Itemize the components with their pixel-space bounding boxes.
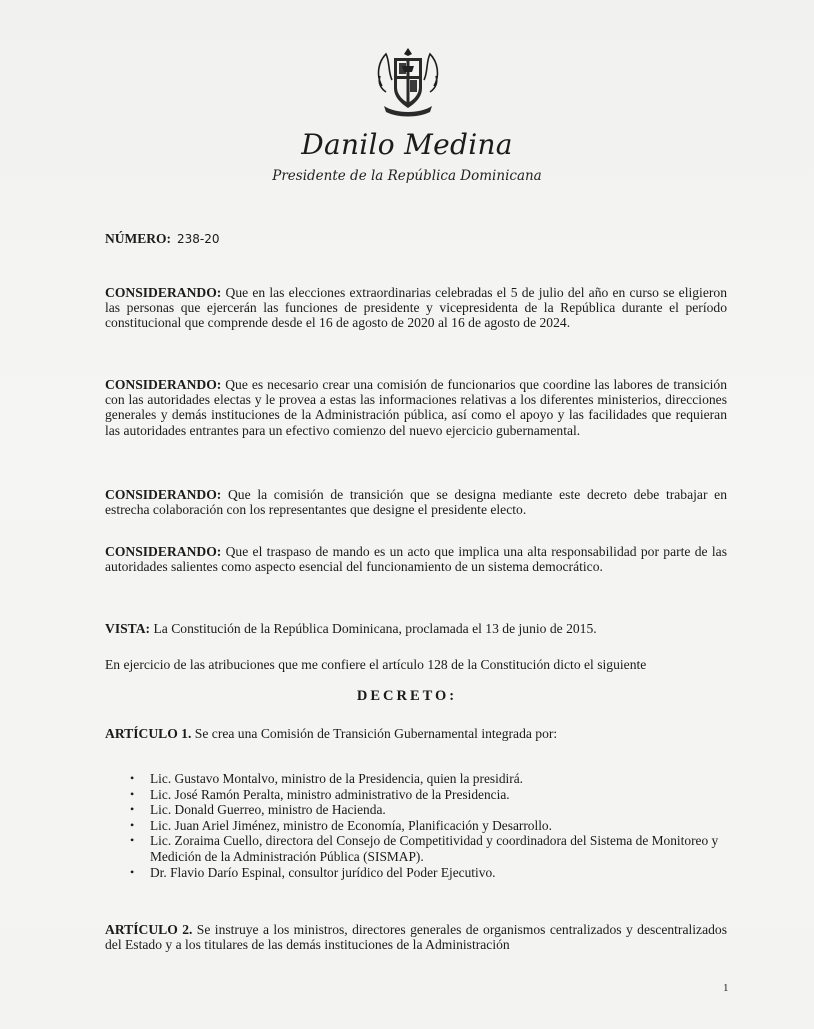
preamble-paragraph: En ejercicio de las atribuciones que me confiere el artículo 128 de la Constitución dicto el siguiente — [105, 657, 647, 672]
bullet-icon: • — [130, 864, 135, 879]
member-text: Lic. Juan Ariel Jiménez, ministro de Economía, Planificación y Desarrollo. — [150, 817, 552, 833]
list-item — [130, 802, 730, 818]
decree-heading: DECRETO: — [356, 688, 458, 704]
list-item — [130, 833, 730, 864]
considerando-paragraph — [105, 487, 727, 517]
article-1 — [105, 726, 727, 741]
considerando-paragraph — [105, 544, 727, 574]
considerando-label: CONSIDERANDO: — [105, 487, 222, 502]
list-item — [130, 787, 730, 803]
considerando-label: CONSIDERANDO: — [105, 285, 222, 300]
considerando-text: Que la comisión de transición que se designa mediante este decreto debe trabajar en estrecha colaboración con los representantes que designe el presidente electo. — [105, 487, 727, 518]
article-2 — [105, 922, 727, 952]
member-text: Lic. Donald Guerreo, ministro de Hacienda. — [150, 802, 386, 818]
coat-of-arms-seal — [372, 42, 444, 120]
member-text: Lic. Zoraima Cuello, directora del Consejo de Competitividad y coordinadora del Sistema de Monitoreo y Medición de la Administración Pública (SISMAP). — [150, 833, 719, 864]
article-1-label: ARTÍCULO 1. — [105, 726, 192, 741]
vista-label: VISTA: — [105, 621, 151, 636]
bullet-icon: • — [130, 833, 135, 848]
commission-member-list — [130, 771, 730, 880]
article-1-text: Se crea una Comisión de Transición Gubernamental integrada por: — [191, 726, 558, 741]
bullet-icon: • — [130, 771, 135, 785]
page-number: 1 — [723, 982, 729, 994]
considerando-paragraph — [105, 377, 727, 438]
considerando-label: CONSIDERANDO: — [105, 377, 222, 392]
bullet-icon: • — [130, 802, 135, 817]
bullet-icon: • — [130, 817, 135, 832]
member-text: Lic. Gustavo Montalvo, ministro de la Presidencia, quien la presidirá. — [150, 771, 523, 786]
president-title: Presidente de la República Dominicana — [272, 168, 542, 184]
decree-number-value: 238-20 — [177, 232, 220, 246]
member-text: Dr. Flavio Darío Espinal, consultor jurídico del Poder Ejecutivo. — [150, 864, 496, 880]
list-item — [130, 771, 730, 787]
considerando-text: Que el traspaso de mando es un acto que implica una alta responsabilidad por parte de las autoridades salientes como aspecto esencial del funcionamiento de un sistema democrático. — [105, 544, 727, 575]
president-name: Danilo Medina — [301, 128, 513, 161]
considerando-paragraph — [105, 285, 727, 331]
vista-paragraph — [105, 621, 727, 636]
decree-number — [105, 231, 220, 247]
list-item — [130, 818, 730, 834]
vista-text: La Constitución de la República Dominicana, proclamada el 13 de junio de 2015. — [150, 621, 597, 636]
article-2-label: ARTÍCULO 2. — [105, 922, 193, 937]
bullet-icon: • — [130, 786, 135, 801]
member-text: Lic. José Ramón Peralta, ministro administrativo de la Presidencia. — [150, 786, 510, 802]
decree-number-label: NÚMERO: — [105, 231, 171, 246]
considerando-text: Que en las elecciones extraordinarias celebradas el 5 de julio del año en curso se eligieron las personas que ejercerán las funciones de presidente y vicepresidenta de la República durante el período constitucional que comprende desde el 16 de agosto de 2020 al 16 de agosto de 2024. — [105, 285, 727, 331]
article-2-text: Se instruye a los ministros, directores generales de organismos centralizados y descentralizados del Estado y a los titulares de las demás instituciones de la Administración — [105, 922, 727, 953]
considerando-label: CONSIDERANDO: — [105, 544, 222, 559]
considerando-text: Que es necesario crear una comisión de funcionarios que coordine las labores de transición con las autoridades electas y le provea a estas las informaciones relativas a los diferentes ministerios, direcciones generales y demás instituciones de la Administración pública, así como el apoyo y las facilidades que requieran las autoridades entrantes para un efectivo comienzo del nuevo ejercicio gubernamental. — [105, 377, 727, 438]
list-item — [130, 865, 730, 881]
